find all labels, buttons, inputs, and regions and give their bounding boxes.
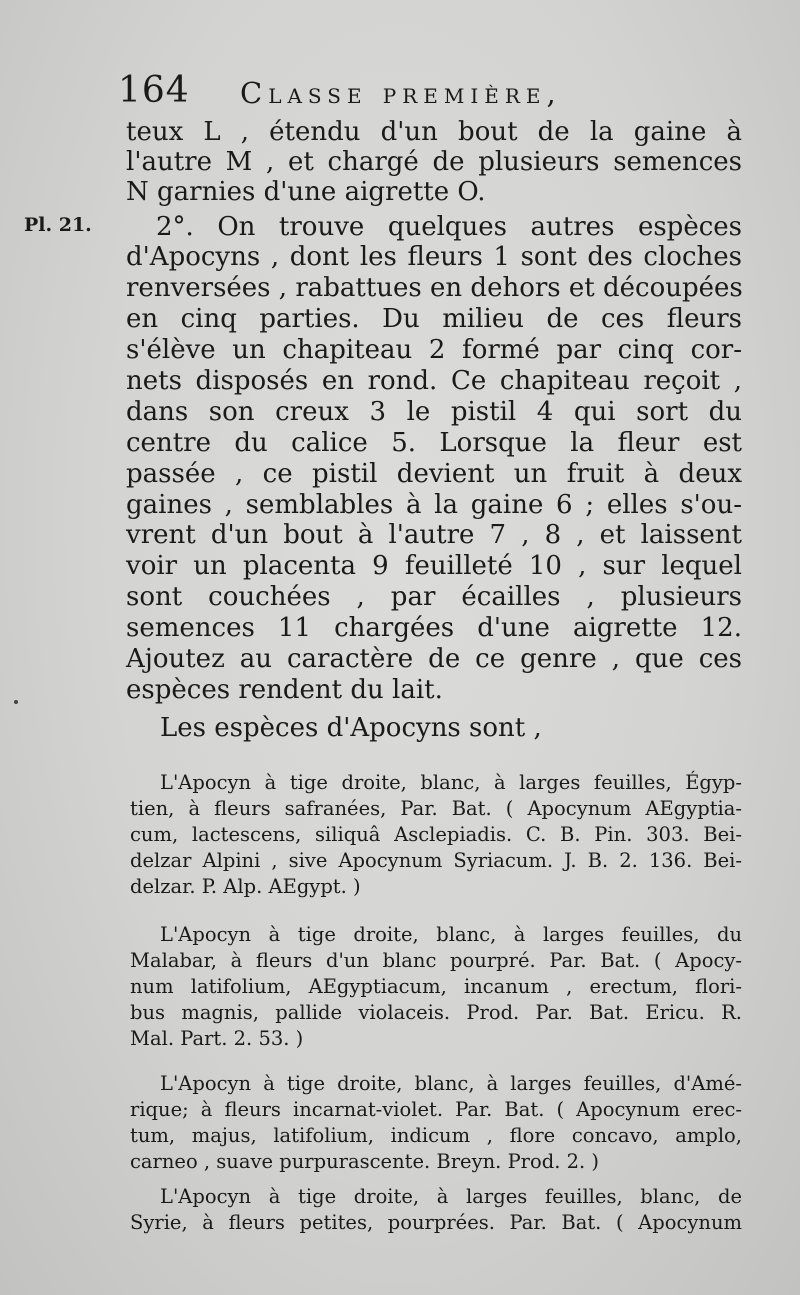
species-entry-line: tum, majus, latifolium, indicum , flore concavo, amplo, [130,1124,742,1147]
species-entry-line: cum, lactescens, siliquâ Asclepiadis. C. B. Pin. 303. Bei- [130,823,742,846]
page-number: 164 [118,70,190,111]
body-line: N garnies d'une aigrette O. [126,177,486,207]
body-line: gaines , semblables à la gaine 6 ; elles s'ou- [126,490,742,520]
species-entry-line: tien, à fleurs safranées, Par. Bat. ( Apocynum AEgyptia- [130,797,742,820]
species-entry-line: L'Apocyn à tige droite, blanc, à larges feuilles, Égyp- [160,771,742,794]
species-entry-line: L'Apocyn à tige droite, blanc, à larges feuilles, du [160,923,742,946]
species-entry-line: Mal. Part. 2. 53. ) [130,1027,304,1050]
body-line: semences 11 chargées d'une aigrette 12. [126,613,742,643]
body-line: voir un placenta 9 feuilleté 10 , sur lequel [126,551,742,581]
body-line: Ajoutez au caractère de ce genre , que ces [126,644,742,674]
species-entry-line: Malabar, à fleurs d'un blanc pourpré. Par. Bat. ( Apocy- [130,949,742,972]
species-entry-line: delzar Alpini , sive Apocynum Syriacum. J. B. 2. 136. Bei- [130,849,742,872]
running-title: Classe première, [240,76,562,110]
body-line: nets disposés en rond. Ce chapiteau reçoit , [126,366,742,396]
body-line: en cinq parties. Du milieu de ces fleurs [126,304,742,334]
species-entry-line: L'Apocyn à tige droite, à larges feuilles, blanc, de [160,1185,742,1208]
body-line: passée , ce pistil devient un fruit à deux [126,459,742,489]
body-line: teux L , étendu d'un bout de la gaine à [126,117,742,147]
body-line: 2°. On trouve quelques autres espèces [156,212,742,242]
species-entry-line: bus magnis, pallide violaceis. Prod. Par. Bat. Ericu. R. [130,1001,742,1024]
plate-reference: Pl. 21. [24,214,92,236]
species-entry-line: carneo , suave purpurascente. Breyn. Prod. 2. ) [130,1150,600,1173]
species-entry-line: L'Apocyn à tige droite, blanc, à larges feuilles, d'Amé- [160,1072,742,1095]
body-line: dans son creux 3 le pistil 4 qui sort du [126,397,742,427]
body-line: sont couchées , par écailles , plusieurs [126,582,742,612]
body-line: espèces rendent du lait. [126,675,443,705]
species-entry-line: Syrie, à fleurs petites, pourprées. Par. Bat. ( Apocynum [130,1211,742,1234]
body-line: vrent d'un bout à l'autre 7 , 8 , et laissent [126,520,742,550]
body-line: d'Apocyns , dont les fleurs 1 sont des cloches [126,242,742,272]
page-header [118,70,758,118]
body-line: centre du calice 5. Lorsque la fleur est [126,428,742,458]
body-line: l'autre M , et chargé de plusieurs semences [126,147,742,177]
section-heading: Les espèces d'Apocyns sont , [160,713,542,743]
species-entry-line: delzar. P. Alp. AEgypt. ) [130,875,361,898]
body-line: renversées , rabattues en dehors et découpées [126,273,743,303]
body-line: s'élève un chapiteau 2 formé par cinq cor- [126,335,742,365]
species-entry-line: rique; à fleurs incarnat-violet. Par. Bat. ( Apocynum erec- [130,1098,742,1121]
ink-speck [14,700,18,704]
species-entry-line: num latifolium, AEgyptiacum, incanum , erectum, flori- [130,975,742,998]
